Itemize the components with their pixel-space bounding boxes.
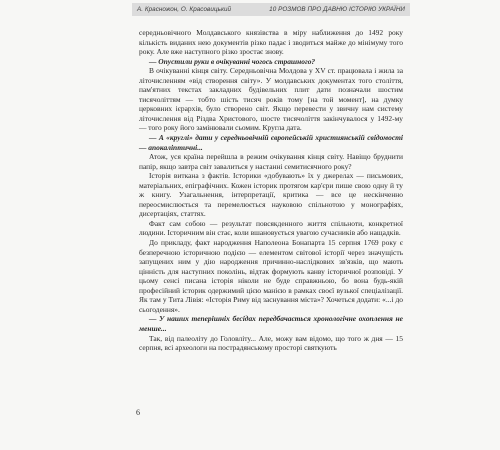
- paragraph: середньовічного Молдавського князівства в міру наближення до 1492 року кількість виданих нею документів різко падає і зводиться майже до мінімуму того року. Але вже наступного різко зростає знову.: [139, 28, 403, 57]
- paragraph: До прикладу, факт народження Наполеона Бонапарта 15 серпня 1769 року є безперечною історичною подією — елементом світової історії через значущість запущених ним у дію народження причинно-наслідкових зв'язків, що мають цінність для наступних поколінь, відтак формують канву історичної розповіді. У цьому сенсі писана історія ніколи не буде справжньою, бо вона будь-якій професійний історик одержимий цією манією в рамках своєї вузької спеціалізації. Як там у Тита Лівія: «Історія Риму від заснування міста»? Хочеться додати: «...і до сьогодення».: [139, 238, 403, 314]
- page-body: [139, 28, 403, 353]
- header-book-title: 10 РОЗМОВ ПРО ДАВНЮ ІСТОРІЮ УКРАЇНИ: [269, 6, 405, 13]
- header-authors: А. Красножон, О. Красовицький: [137, 6, 232, 13]
- question-paragraph: — А «круглі» дати у середньовічній європейській християнській свідомості — апокаліптичні...: [139, 133, 403, 152]
- question-paragraph: — У наших теперішніх бесідах передбачається хронологічне охоплення не менше...: [139, 314, 403, 333]
- paragraph: Атож, уся країна перейшла в режим очікування кінця світу. Навіщо бруднити папір, якщо завтра світ завалиться у настанні семитисячного року?: [139, 152, 403, 171]
- paragraph: В очікуванні кінця світу. Середньовічна Молдова у XV ст. працювала і жила за літочисленням «від створення світу». У молдавських документах того століття, пам'ятних текстах закладних будівельних плит дати позначали шостим тисячоліттям — тобто шість тисяч років тому [на той момент], на думку церковних ієрархів, було створено світ. Якщо перевести у звичну нам систему літочислення від Різдва Христового, шосте тисячоліття закінчувалося у 1492-му — того року його замінювали сьомим. Кругла дата.: [139, 66, 403, 133]
- question-paragraph: — Опустили руки в очікуванні чогось страшного?: [149, 56, 316, 66]
- paragraph: Так, від палеоліту до Головліту... Але, можу вам відомо, що того ж дня — 15 серпня, всі археологи на пострадянському просторі святкують: [139, 333, 403, 353]
- paragraph: Факт сам собою — результат повсякденного життя спільноти, конкретної людини. Історичним він стає, коли вшановується увагою сучасників або нащадків.: [139, 218, 403, 238]
- paragraph: Історія виткана з фактів. Історики «добувають» їх у джерелах — письмових, матеріальних, епіграфічних. Кожен історик протягом кар'єри пише свою одну й ту ж книгу. Узагальнення, інтерпретації, критика — все це нескінченно переосмислюється та перемелюється науковою спільнотою у монографіях, дисертаціях, статтях.: [139, 171, 403, 219]
- running-header: [132, 3, 410, 16]
- page-number: 6: [136, 408, 140, 417]
